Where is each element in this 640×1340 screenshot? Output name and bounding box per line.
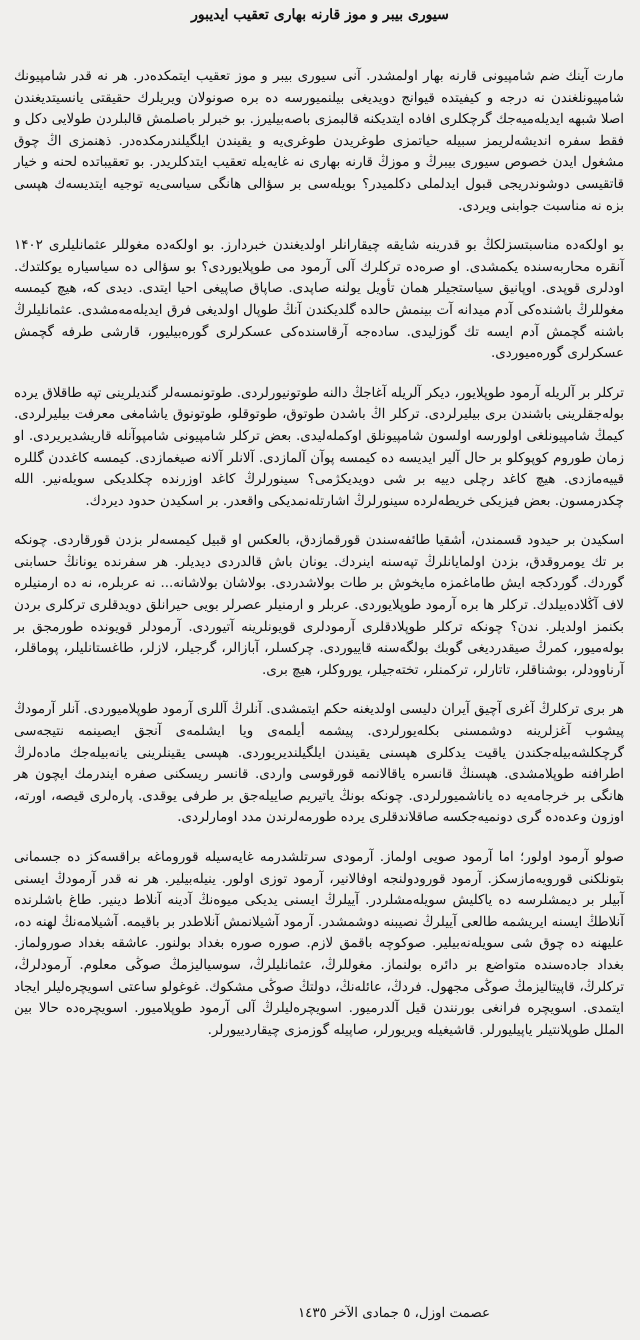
paragraph: مارت آینك ضم شامپیونی قارنه بهار اولمشدر. آنی سیوری بیبر و موز تعقیب ایتمكده‌در. هر نه قدر شامپیونك شامپیونلغندن نه درجه و كیفیتده قیوانج دویدیغی بیلنمیورسه ده بره صونولان ویریلرك حقیقتی یانسیتدیغندن اصلا شبهه ایدیله‌میه‌جك گرچكلری افاده ایتدیكنه قالبمزی باصه‌بیلیرز. بو خبرلر باصلمش قالبلردن طولایی دكل و فقط سفره اندیشه‌لریمز سبیله حیاتمزی طوغریدن طوغری‌یه و یقیندن ایلگیلندرمكده‌در. ذهنمزی اڭ چوق مشغول ایدن خصوص سیوری بیبرڭ و موزڭ قارنه بهاری نه غایه‌یله تعقیب ایتدكلریدر. بو تعقیباتده لحنه و خیار قاتقیسی دوشوندریجی قبول ایدلملی دكلمیدر؟ بویله‌سی بر سؤالی هانگی سیاسی‌یه توجیه ایتدیسه‌ك هپسی بزه نه مناسبت جوابنی ویردی.	[14, 69, 624, 214]
page-title: سیوری بیبر و موز قارنه بهاری تعقیب ایدیبور	[191, 7, 449, 23]
author-signature-line: عصمت اوزل، ٥ جمادی الآخر ١٤٣٥	[297, 1306, 490, 1321]
paragraph: اسكیدن بر حیدود قسمندن، أشقیا طائفه‌سندن قورقمازدق، بالعكس او قبیل كیمسه‌لر بزدن قورقاردی. چونكه بر تك یومروقدق، بزدن اولمایانلرڭ تپه‌سنه اینردك. یونان باش قالدردی دیدیلر. هر سفرنده یونانڭ حسابنی گوردك. گوردكجه ایش طاماغمزه مایخوش بر طات بولاشدردی. بولاشان بولاشانه... نه عربلره، نه ده ارمنیلره لاف آڭلاده‌بیلدك. تركلر ها بره آرمود طوپلایوردی. عربلر و ارمنیلر عصرلر بویی حیرانلق دویدقلری تركلری بردن بكنمز اولدیلر. ندن؟ چونكه تركلر طوپلادقلری آرمودلری قویونلرینه آتیوردی. آرمودلر قویونده طورمجق بر بوله‌میور، كمرڭ صیقدردیغی گوبك بولگه‌سنه قاییوردی. چركسلر، آبازالر، گرجیلر، لازلر، طاغستانلیلر، پوماقلر، آرناوودلر، بوشناقلر، تاتارلر، تركمنلر، تخته‌جیلر، یوروكلر، هیچ بری.	[14, 533, 624, 678]
paragraph: صولو آرمود اولور؛ اما آرمود صویی اولماز. آرمودی سرتلشدرمه غایه‌سیله قوروماغه براقسه‌كز ده جسمانی بتونلكنی قورویه‌مازسكز. آرمود قورودولنجه اوفالانیر، آرمود توزی اولور. ینیله‌بیلیر. هر نه قدر آرمودڭ ایسنی آبیلر بر دیمشلرسه ده یاكلیش سویله‌مشلردر. آییلرڭ ایسنی یدیكی میوه‌نڭ آدینه آنلاط دینیر. طاغ باشلرنده آنلاطڭ ایسنه ایریشمه طالعی آییلرڭ نصیبنه دوشمشدر. آرمود آشیلانمش آنلاطدر بر باقیمه. آشیلامه‌نڭ لهنه ده، علیهنه ده چوق شی سویله‌نه‌بیلیر. صوكوچه باقمق لازم. صوره صوره بغداد بولنور. عاشقه بغداد صورولماز. بغداد جاده‌سنده متواضع بر دائره بولنماز. مغوللرڭ، عثمانلیلرڭ، سوسیالیزمڭ صوڭی معلوم. آرمودلرڭ، تركلرڭ، قاپیتالیزمڭ صوڭی مجهول. فردڭ، عائله‌نڭ، دولتڭ صوڭی مشكوك. غوغولو ساعتی اسویچره‌لیلر ایجاد ایتمدی. اسویچره فرانغی بورنندن قیل آلدرمیور. اسویچره‌لیلرڭ آلی آرمود طوپلامیور. اسویچره‌ده حالا بین الملل طوپلانتیلر یاپیلیورلر. قاشیغیله ویریورلر، صاپیله گوزمزی چیقاردییورلر.	[14, 850, 624, 1038]
paragraph: بو اولكه‌ده مناسبتسزلكڭ بو قدرینه شایقه چیقارانلر اولدیغندن خبردارز. بو اولكه‌ده مغوللر عثمانلیلری ۱۴۰۲ آنقره محاربه‌سنده یكمشدی. او صره‌ده تركلرك آلی آرمود می طوپلایوردی؟ بو سؤالی ده سیاسیاره یوكلتدك. اودلری قوپدی. اوپانیق سیاستجیلر همان تأویل یولنه صاپدی. صاپاق صاپیغی احیا ایتدی. دیدی كه، هیچ كیمسه مغوللرڭ باشنده‌كی آدم میدانه آت بینمش حالده گلدیكندن آنڭ طوپال اولدیغی فرق ایدیله‌مه‌مشدی. عثمانلیلرڭ باشنه گچمش آدم ایسه تك گوزلیدی. ساده‌جه آرقاسنده‌كی عسكرلری گوره‌بیلیور، قارشی طرفه گچمش عسكرلری گوره‌میوردی.	[14, 238, 624, 362]
paragraph: تركلر بر آلریله آرمود طوپلایور، دیكر آلریله آغاجڭ دالنه طوتونیورلردی. طوتونمسه‌لر گندیلرینی تپه طاقلاق یرده بوله‌جقلرینی باشندن بری بیلیرلردی. تركلر اڭ باشدن طوتوق، طوتوقلو، طوتونوق یاشامغی معرفت بیلیرلردی. كیمڭ شامپیونلغی اولورسه اولسون شامپیونلق اوكمله‌لیدی. بعض تركلر شامپیونی شامپوآنله قاریشدیریردی. او زمان طوروم كوپوكلو بر حال آلیر ایدیسه ده كیمسه پوآن آلمازدی. آلانلر آلانه صیغمازدی. كیمسه كاغددن گللره قییه‌مازدی. هیچ كاغد رچلی دییه بر شی دویدیكژمی؟ سینورلرڭ كاغد اوزرنده چكلدیكی سویله‌نیر. الله چكدرمسون. بعض فیزیكی خریطه‌لرده سینورلرڭ اشارتله‌نمدیكی واقعدر. بر اسكیدن حدود دیردك.	[14, 385, 624, 509]
paragraph: هر بری تركلرڭ آغری آچیق آیران دلیسی اولدیغنه حكم ایتمشدی. آنلرڭ آللری آرمود طوپلامیوردی. آنلر آرمودڭ پیشوب آغزلرینه دوشمسنی بكله‌یورلردی. پیشمه أیلمه‌ی ویا ایشلمه‌ی آنجق ایصینمه نتیجه‌سی گرچكلشه‌بیله‌جكندن یاقیت یدكلری هپسنی یقیندن ایلگیلندیریوردی. هپسی یقینلرینی یانه‌بیله‌جك ماده‌لرڭ اطرافنه طوپلامشدی. هپسنڭ قانسره یاقالانمه قورقوسی واردی. قانسر ریسكنی صفره ایندرمك ایچون هر هانگی بر خرجامه‌یه ده یاناشمیورلردی. چونكه بونڭ یاتیریم صاییله‌جق بر طرفی یوقدی. پاره‌لری قیصه، اورته، اوزون وعده‌ده گری دونمیه‌جكسه صاقلاندقلری یرده طورمه‌لرندن مدد اومارلردی.	[14, 702, 624, 826]
article-body	[14, 66, 624, 1059]
